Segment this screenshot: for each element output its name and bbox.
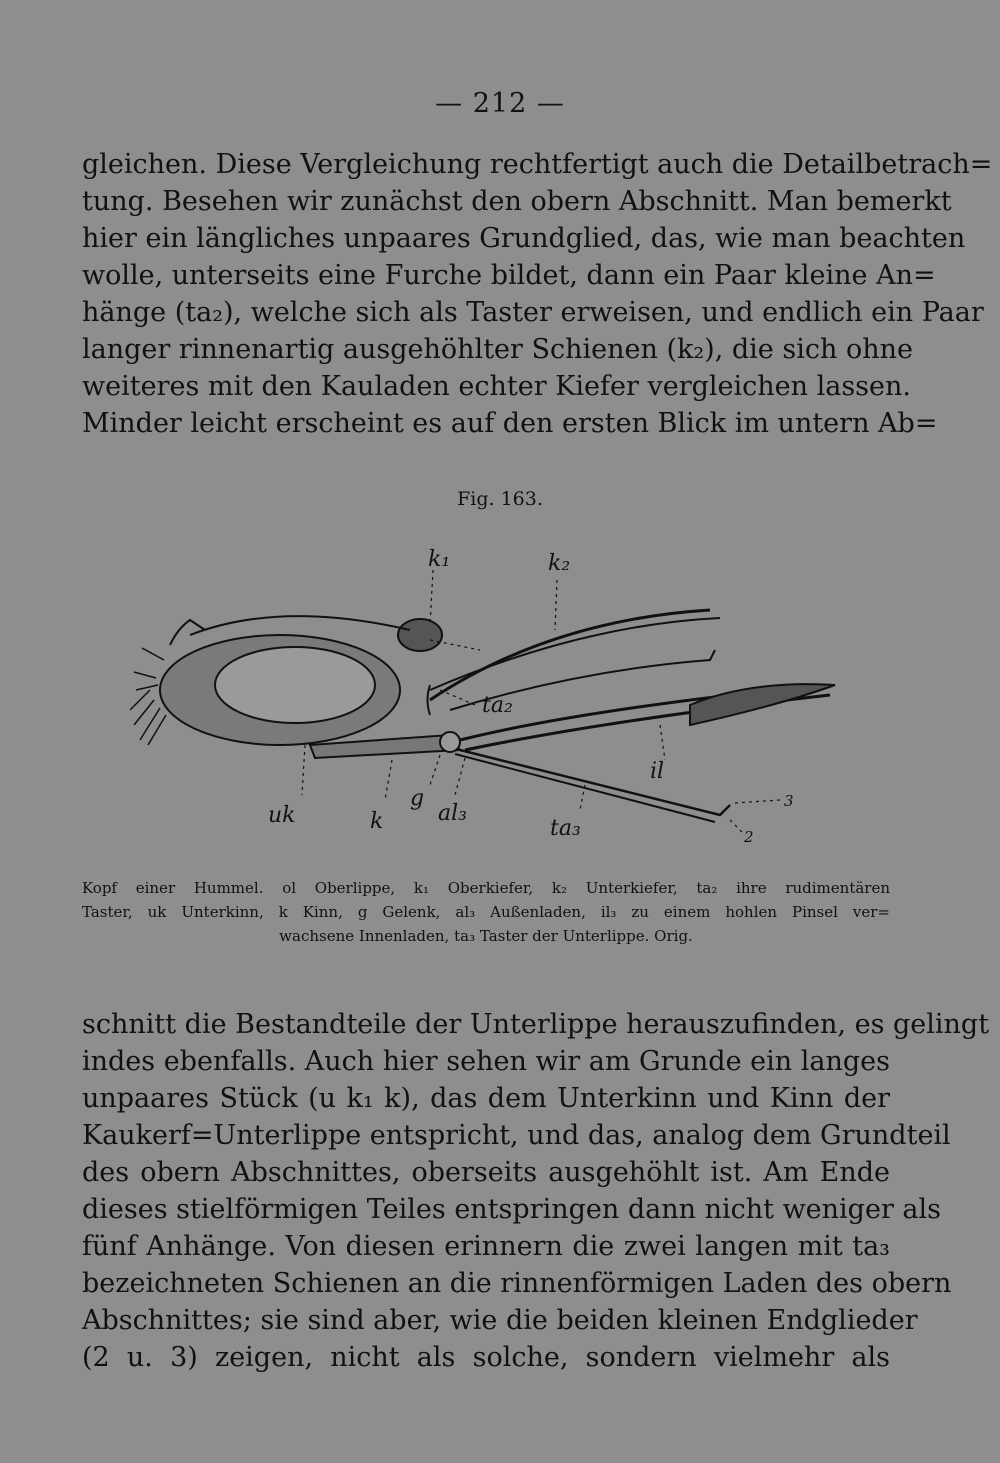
label-g: g	[410, 786, 425, 811]
text-line: wolle, unterseits eine Furche bildet, dann ein Paar kleine An=	[82, 260, 936, 291]
bottom-paragraph	[82, 1006, 990, 1376]
text-line: Kaukerf=Unterlippe entspricht, und das, analog dem Grundteil	[82, 1120, 951, 1151]
text-line: gleichen. Diese Vergleichung rechtfertigt auch die Detailbetrach=	[82, 149, 993, 180]
text-line: unpaares Stück (u k₁ k), das dem Unterkinn und Kinn der	[82, 1083, 890, 1114]
bumblebee-head-illustration	[130, 540, 870, 860]
text-line: langer rinnenartig ausgehöhlter Schienen (k₂), die sich ohne	[82, 334, 913, 365]
text-line: Abschnittes; sie sind aber, wie die beiden kleinen Endglieder	[82, 1305, 918, 1336]
label-k2: k₂	[548, 551, 571, 576]
label-ta3: ta₃	[550, 816, 581, 841]
caption-line: Taster, uk Unterkinn, k Kinn, g Gelenk, al₃ Außenladen, il₃ zu einem hohlen Pinsel ver=	[82, 903, 890, 921]
label-il: il	[650, 759, 665, 784]
text-line: hier ein längliches unpaares Grundglied, das, wie man beachten	[82, 223, 966, 254]
text-line: des obern Abschnittes, oberseits ausgehöhlt ist. Am Ende	[82, 1157, 890, 1188]
caption-line: wachsene Innenladen, ta₃ Taster der Unterlippe. Orig.	[279, 927, 693, 945]
text-line: dieses stielförmigen Teiles entspringen dann nicht weniger als	[82, 1194, 942, 1225]
top-paragraph	[82, 146, 993, 442]
illustration-svg	[130, 540, 870, 860]
figure-caption	[82, 876, 890, 948]
label-k: k	[370, 809, 384, 834]
text-line: indes ebenfalls. Auch hier sehen wir am Grunde ein langes	[82, 1046, 890, 1077]
page-number: — 212 —	[435, 88, 565, 119]
text-line: (2 u. 3) zeigen, nicht als solche, sondern vielmehr als	[82, 1342, 890, 1373]
text-line: weiteres mit den Kauladen echter Kiefer vergleichen lassen.	[82, 371, 911, 402]
label-uk: uk	[268, 803, 296, 828]
text-line: bezeichneten Schienen an die rinnenförmigen Laden des obern	[82, 1268, 952, 1299]
label-2: 2	[744, 828, 754, 846]
label-ta2: ta₂	[482, 693, 513, 718]
text-line: schnitt die Bestandteile der Unterlippe herauszufinden, es gelingt	[82, 1009, 990, 1040]
figure-label: Fig. 163.	[457, 488, 543, 510]
caption-line: Kopf einer Hummel. ol Oberlippe, k₁ Oberkiefer, k₂ Unterkiefer, ta₂ ihre rudimentären	[82, 879, 890, 897]
text-line: Minder leicht erscheint es auf den ersten Blick im untern Ab=	[82, 408, 938, 439]
text-line: hänge (ta₂), welche sich als Taster erweisen, und endlich ein Paar	[82, 297, 984, 328]
text-line: fünf Anhänge. Von diesen erinnern die zwei langen mit ta₃	[82, 1231, 890, 1262]
label-k1: k₁	[428, 547, 451, 572]
label-3: 3	[784, 792, 794, 810]
label-al3: al₃	[438, 801, 467, 826]
text-line: tung. Besehen wir zunächst den obern Abschnitt. Man bemerkt	[82, 186, 952, 217]
